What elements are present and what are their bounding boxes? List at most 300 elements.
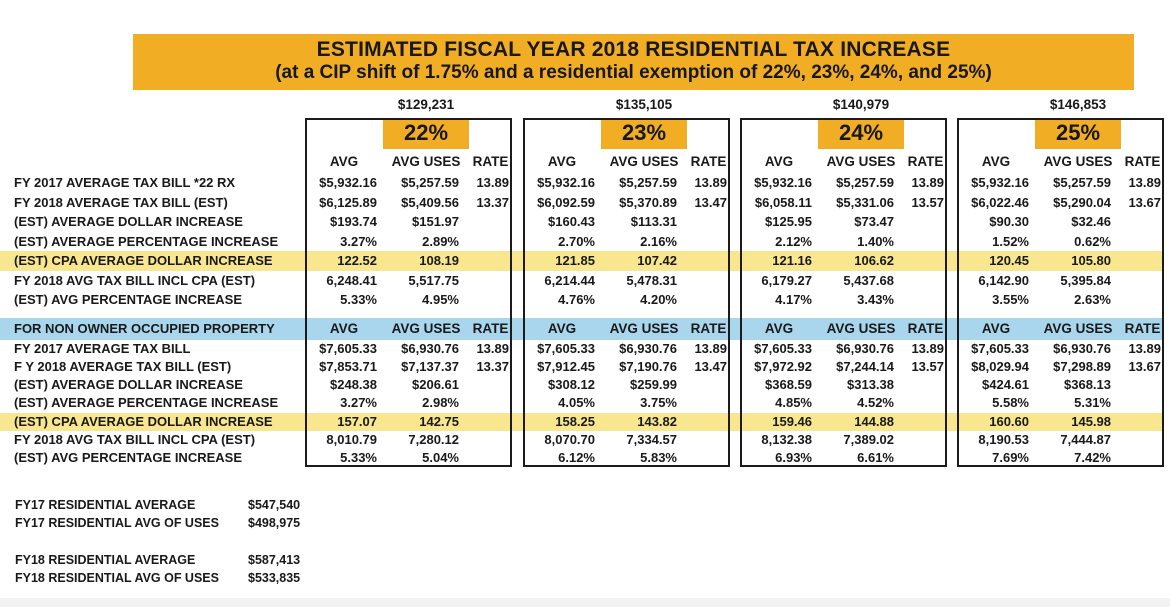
empty-cell [1121, 118, 1164, 149]
row-label: FY 2018 AVG TAX BILL INCL CPA (EST) [14, 431, 256, 447]
cell-avg: 3.27% [340, 233, 377, 249]
cell-uses: 5,478.31 [626, 272, 677, 288]
column-header: RATE [1124, 154, 1161, 169]
panel-gap [730, 95, 740, 118]
cell-avg: $6,058.11 [754, 194, 812, 210]
cell-avg: $125.95 [765, 214, 812, 229]
empty-cell [0, 118, 305, 149]
cell-avg: 5.33% [340, 449, 377, 465]
cell-avg: $193.74 [330, 214, 377, 229]
cell-rate [904, 376, 947, 394]
cell-avg: 6,214.44 [544, 272, 595, 288]
cell-avg: 6.12% [558, 449, 595, 465]
footer-row [15, 569, 300, 587]
table-row [0, 376, 1164, 394]
cell-avg: 2.12% [775, 233, 812, 249]
panel-gap [512, 193, 523, 213]
panel-gap [730, 173, 740, 193]
cell-rate [469, 290, 512, 310]
cell-rate [687, 376, 730, 394]
column-header: AVG [764, 154, 794, 169]
cell-uses: $5,409.56 [401, 194, 459, 210]
cell-uses: 107.42 [637, 253, 677, 268]
empty-cell [904, 118, 947, 149]
cell-avg: 8,132.38 [761, 431, 812, 447]
panel-gap [947, 290, 957, 310]
panel-gap [730, 340, 740, 358]
cell-uses: $5,257.59 [1053, 175, 1111, 190]
cell-avg: $6,092.59 [537, 194, 595, 210]
cell-avg: $6,022.46 [971, 194, 1029, 210]
panel-gap [730, 149, 740, 173]
cell-uses: $7,244.14 [836, 358, 894, 374]
cell-avg: 8,010.79 [326, 431, 377, 447]
cell-rate [469, 271, 512, 291]
cell-rate [687, 251, 730, 271]
cell-rate [687, 290, 730, 310]
cell-rate [904, 290, 947, 310]
page-title: ESTIMATED FISCAL YEAR 2018 RESIDENTIAL TAX INCREASE [316, 38, 951, 61]
cell-uses: 142.75 [419, 413, 459, 429]
empty-cell [904, 95, 947, 118]
cell-avg: $7,605.33 [754, 340, 812, 356]
scan-page-edge [0, 598, 1170, 607]
empty-cell [305, 95, 383, 118]
panel-gap [947, 358, 957, 376]
cell-avg: $160.43 [548, 214, 595, 229]
cell-uses: 2.98% [422, 395, 459, 411]
cell-rate [1121, 251, 1164, 271]
row-label: FY 2017 AVERAGE TAX BILL [14, 340, 191, 356]
column-header: AVG [547, 154, 577, 169]
column-header: AVG [329, 320, 359, 336]
cell-avg: 121.85 [555, 253, 595, 268]
cell-rate: 13.37 [476, 194, 509, 210]
cell-rate: 13.89 [476, 175, 509, 190]
cell-avg: 6,179.27 [761, 272, 812, 288]
cell-avg: 121.16 [772, 253, 812, 268]
panel-gap [730, 431, 740, 449]
cell-rate [687, 212, 730, 232]
panel-gap [730, 118, 740, 149]
assessed-value: $146,853 [1049, 97, 1107, 112]
cell-uses: 4.95% [422, 292, 459, 307]
panel-gap [512, 118, 523, 149]
cell-uses: $5,257.59 [619, 175, 677, 190]
panel-gap [947, 193, 957, 213]
cell-avg: $7,605.33 [319, 340, 377, 356]
column-header: AVG USES [391, 320, 461, 336]
cell-avg: 4.85% [775, 395, 812, 411]
page-subtitle: (at a CIP shift of 1.75% and a residential exemption of 22%, 23%, 24%, and 25%) [275, 62, 992, 83]
cell-uses: $7,298.89 [1053, 358, 1111, 374]
table-row [0, 358, 1164, 376]
cell-avg: 2.70% [558, 233, 595, 249]
table-row [0, 251, 1164, 271]
panel-gap [512, 449, 523, 467]
exemption-badge: 23% [601, 118, 687, 149]
cell-rate: 13.89 [1128, 340, 1161, 356]
cell-uses: 105.80 [1071, 253, 1111, 268]
panel-gap [730, 232, 740, 252]
column-header: RATE [907, 154, 944, 169]
empty-cell [469, 118, 512, 149]
empty-cell [469, 95, 512, 118]
panel-gap [730, 318, 740, 340]
footer-row [15, 496, 300, 514]
cell-uses: 144.88 [854, 413, 894, 429]
cell-uses: $151.97 [412, 214, 459, 229]
cell-rate: 13.67 [1128, 358, 1161, 374]
cell-rate [687, 449, 730, 467]
cell-rate [904, 449, 947, 467]
column-header: RATE [690, 154, 727, 169]
table-row [0, 431, 1164, 449]
column-header: RATE [907, 320, 944, 336]
cell-rate: 13.37 [476, 358, 509, 374]
cell-avg: 8,190.53 [978, 431, 1029, 447]
cell-uses: $5,257.59 [401, 175, 459, 190]
footer-value: $547,540 [248, 498, 301, 512]
cell-rate [469, 413, 512, 431]
panel-gap [947, 251, 957, 271]
cell-uses: $259.99 [630, 377, 677, 393]
row-label: (EST) AVERAGE PERCENTAGE INCREASE [14, 233, 279, 249]
empty-cell [1121, 95, 1164, 118]
cell-rate [1121, 449, 1164, 467]
panel-gap [730, 251, 740, 271]
table-row [0, 212, 1164, 232]
cell-rate: 13.89 [694, 175, 727, 190]
cell-rate: 13.89 [1128, 175, 1161, 190]
cell-avg: $5,932.16 [537, 175, 595, 190]
cell-uses: 7,444.87 [1060, 431, 1111, 447]
cell-avg: 5.33% [340, 292, 377, 307]
table-row [0, 449, 1164, 467]
table-row [0, 394, 1164, 412]
panel-gap [730, 413, 740, 431]
panel-gap [947, 118, 957, 149]
panel-gap [730, 290, 740, 310]
cell-avg: 4.76% [558, 292, 595, 307]
cell-uses: $313.38 [847, 377, 894, 393]
cell-uses: 108.19 [419, 253, 459, 268]
cell-avg: 4.05% [558, 395, 595, 411]
cell-uses: 145.98 [1071, 413, 1111, 429]
panel-gap [512, 149, 523, 173]
table-row [0, 290, 1164, 310]
cell-rate [687, 394, 730, 412]
cell-rate [904, 212, 947, 232]
panel-gap [947, 394, 957, 412]
table-row [0, 232, 1164, 252]
exemption-header-row [0, 118, 1164, 149]
cell-rate [1121, 431, 1164, 449]
cell-uses: 5.31% [1074, 395, 1111, 411]
panel-gap [730, 193, 740, 213]
cell-uses: 7,280.12 [408, 431, 459, 447]
panel-gap [730, 376, 740, 394]
column-header: AVG USES [391, 154, 461, 169]
cell-uses: $32.46 [1071, 214, 1111, 229]
cell-rate [469, 376, 512, 394]
empty-cell [305, 118, 383, 149]
cell-rate: 13.89 [694, 340, 727, 356]
footer-value: $587,413 [248, 553, 301, 567]
cell-rate: 13.89 [476, 340, 509, 356]
panel-gap [730, 358, 740, 376]
panel-gap [947, 340, 957, 358]
panel-gap [512, 318, 523, 340]
cell-avg: 122.52 [337, 253, 377, 268]
table-row [0, 173, 1164, 193]
footer-row [15, 514, 300, 532]
cell-uses: $6,930.76 [619, 340, 677, 356]
cell-avg: $5,932.16 [754, 175, 812, 190]
cell-rate: 13.57 [911, 358, 944, 374]
cell-avg: $368.59 [765, 377, 812, 393]
column-header: RATE [472, 154, 509, 169]
footer-row [15, 551, 300, 569]
column-header: AVG [981, 320, 1011, 336]
panel-gap [512, 251, 523, 271]
cell-uses: 3.75% [640, 395, 677, 411]
cell-uses: $113.31 [630, 214, 677, 229]
row-label: (EST) AVERAGE PERCENTAGE INCREASE [14, 395, 279, 411]
cell-avg: $8,029.94 [971, 358, 1029, 374]
cell-rate [469, 232, 512, 252]
panel-gap [512, 376, 523, 394]
column-header: AVG USES [609, 154, 679, 169]
panel-gap [512, 340, 523, 358]
column-header: AVG [764, 320, 794, 336]
section2-header-row [0, 318, 1164, 340]
cell-rate [1121, 232, 1164, 252]
cell-uses: $5,257.59 [836, 175, 894, 190]
footer-label: FY17 RESIDENTIAL AVG OF USES [15, 516, 219, 530]
cell-avg: $6,125.89 [319, 194, 377, 210]
cell-rate [904, 413, 947, 431]
cell-rate: 13.47 [694, 358, 727, 374]
row-label: (EST) AVERAGE DOLLAR INCREASE [14, 377, 243, 393]
column-header: AVG USES [826, 154, 896, 169]
empty-cell [523, 95, 601, 118]
cell-rate [904, 431, 947, 449]
panel-gap [512, 394, 523, 412]
cell-uses: $6,930.76 [401, 340, 459, 356]
table-row [0, 271, 1164, 291]
cell-uses: $7,190.76 [619, 358, 677, 374]
cell-rate: 13.47 [694, 194, 727, 210]
column-header: AVG USES [1043, 154, 1113, 169]
empty-cell [957, 118, 1035, 149]
assessed-values-row [0, 95, 1164, 118]
cell-rate [469, 449, 512, 467]
cell-uses: 0.62% [1074, 233, 1111, 249]
cell-avg: $424.61 [982, 377, 1029, 393]
cell-avg: $90.30 [989, 214, 1029, 229]
cell-avg: $308.12 [548, 377, 595, 393]
panel-gap [947, 413, 957, 431]
cell-uses: 5.83% [640, 449, 677, 465]
panel-gap [947, 95, 957, 118]
cell-uses: $368.13 [1064, 377, 1111, 393]
empty-cell [0, 95, 305, 118]
footer-value: $533,835 [248, 571, 301, 585]
tax-comparison-table [0, 95, 1164, 467]
panel-gap [730, 449, 740, 467]
panel-gap [947, 376, 957, 394]
column-header: AVG USES [609, 320, 679, 336]
panel-gap [512, 431, 523, 449]
cell-rate [1121, 376, 1164, 394]
column-header: AVG USES [826, 320, 896, 336]
row-label: FY 2017 AVERAGE TAX BILL *22 RX [14, 175, 236, 190]
column-header: AVG [547, 320, 577, 336]
cell-uses: $73.47 [854, 214, 894, 229]
cell-uses: $7,137.37 [401, 358, 459, 374]
cell-rate [469, 212, 512, 232]
row-label: FY 2018 AVERAGE TAX BILL (EST) [14, 194, 228, 210]
footer-summary [15, 496, 300, 587]
panel-gap [730, 271, 740, 291]
cell-uses: $6,930.76 [1053, 340, 1111, 356]
footer-label: FY18 RESIDENTIAL AVG OF USES [15, 571, 219, 585]
panel-gap [947, 149, 957, 173]
exemption-badge: 24% [818, 118, 904, 149]
cell-rate [687, 232, 730, 252]
cell-avg: 4.17% [775, 292, 812, 307]
cell-avg: $7,605.33 [971, 340, 1029, 356]
cell-uses: 5.04% [422, 449, 459, 465]
cell-rate [1121, 290, 1164, 310]
panel-gap [512, 290, 523, 310]
cell-uses: 2.89% [422, 233, 459, 249]
cell-rate [904, 232, 947, 252]
cell-avg: 5.58% [992, 395, 1029, 411]
cell-uses: $5,290.04 [1053, 194, 1111, 210]
cell-rate: 13.67 [1128, 194, 1161, 210]
cell-uses: 5,395.84 [1060, 272, 1111, 288]
cell-avg: $7,605.33 [537, 340, 595, 356]
table-row [0, 340, 1164, 358]
cell-avg: 120.45 [989, 253, 1029, 268]
panel-gap [947, 212, 957, 232]
cell-uses: $5,370.89 [619, 194, 677, 210]
cell-rate [469, 251, 512, 271]
cell-rate: 13.57 [911, 194, 944, 210]
column-header-row [0, 149, 1164, 173]
table-row [0, 193, 1164, 213]
cell-avg: 160.60 [989, 413, 1029, 429]
panel-gap [730, 394, 740, 412]
cell-rate [687, 271, 730, 291]
cell-uses: 5,437.68 [843, 272, 894, 288]
cell-avg: $5,932.16 [319, 175, 377, 190]
footer-label: FY18 RESIDENTIAL AVERAGE [15, 553, 196, 567]
cell-rate [469, 394, 512, 412]
cell-avg: 3.55% [992, 292, 1029, 307]
cell-rate [904, 271, 947, 291]
exemption-badge: 25% [1035, 118, 1121, 149]
cell-avg: $248.38 [330, 377, 377, 393]
cell-avg: 6,248.41 [326, 272, 377, 288]
cell-uses: 106.62 [854, 253, 894, 268]
cell-uses: 1.40% [857, 233, 894, 249]
panel-gap [947, 173, 957, 193]
panel-gap [512, 271, 523, 291]
cell-uses: 6.61% [857, 449, 894, 465]
cell-uses: 143.82 [637, 413, 677, 429]
cell-avg: 7.69% [992, 449, 1029, 465]
cell-rate [904, 251, 947, 271]
panel-gap [947, 318, 957, 340]
empty-cell [0, 149, 305, 173]
exemption-badge: 22% [383, 118, 469, 149]
column-header: AVG [981, 154, 1011, 169]
panel-gap [947, 431, 957, 449]
panel-gap [947, 271, 957, 291]
panel-gap [730, 212, 740, 232]
column-header: RATE [1124, 320, 1161, 336]
column-header: RATE [472, 320, 509, 336]
panel-gap [512, 212, 523, 232]
cell-avg: 6.93% [775, 449, 812, 465]
table-row [0, 413, 1164, 431]
empty-cell [687, 95, 730, 118]
row-label: (EST) CPA AVERAGE DOLLAR INCREASE [14, 413, 273, 429]
cell-rate [1121, 271, 1164, 291]
panel-gap [512, 358, 523, 376]
assessed-value: $140,979 [832, 97, 890, 112]
cell-rate [469, 431, 512, 449]
column-header: AVG [329, 154, 359, 169]
cell-uses: 3.43% [857, 292, 894, 307]
cell-avg: $5,932.16 [971, 175, 1029, 190]
empty-cell [687, 118, 730, 149]
cell-uses: 7.42% [1074, 449, 1111, 465]
cell-uses: 2.16% [640, 233, 677, 249]
section2-title: FOR NON OWNER OCCUPIED PROPERTY [14, 320, 275, 336]
cell-avg: $7,853.71 [319, 358, 377, 374]
panel-gap [947, 232, 957, 252]
footer-value: $498,975 [248, 516, 301, 530]
cell-uses: 2.63% [1074, 292, 1111, 307]
cell-uses: 7,334.57 [626, 431, 677, 447]
panel-gap [512, 413, 523, 431]
cell-avg: $7,912.45 [537, 358, 595, 374]
empty-cell [523, 118, 601, 149]
empty-cell [957, 95, 1035, 118]
cell-avg: 158.25 [555, 413, 595, 429]
panel-gap [512, 232, 523, 252]
cell-avg: 1.52% [992, 233, 1029, 249]
panel-gap [512, 95, 523, 118]
empty-cell [740, 118, 818, 149]
cell-rate: 13.89 [911, 175, 944, 190]
cell-uses: 4.52% [857, 395, 894, 411]
column-header: RATE [690, 320, 727, 336]
cell-uses: $206.61 [412, 377, 459, 393]
footer-label: FY17 RESIDENTIAL AVERAGE [15, 498, 196, 512]
panel-gap [947, 449, 957, 467]
cell-avg: 159.46 [772, 413, 812, 429]
row-label: (EST) AVG PERCENTAGE INCREASE [14, 449, 243, 465]
cell-rate: 13.89 [911, 340, 944, 356]
assessed-value: $129,231 [397, 97, 455, 112]
cell-uses: $5,331.06 [836, 194, 894, 210]
cell-uses: $6,930.76 [836, 340, 894, 356]
